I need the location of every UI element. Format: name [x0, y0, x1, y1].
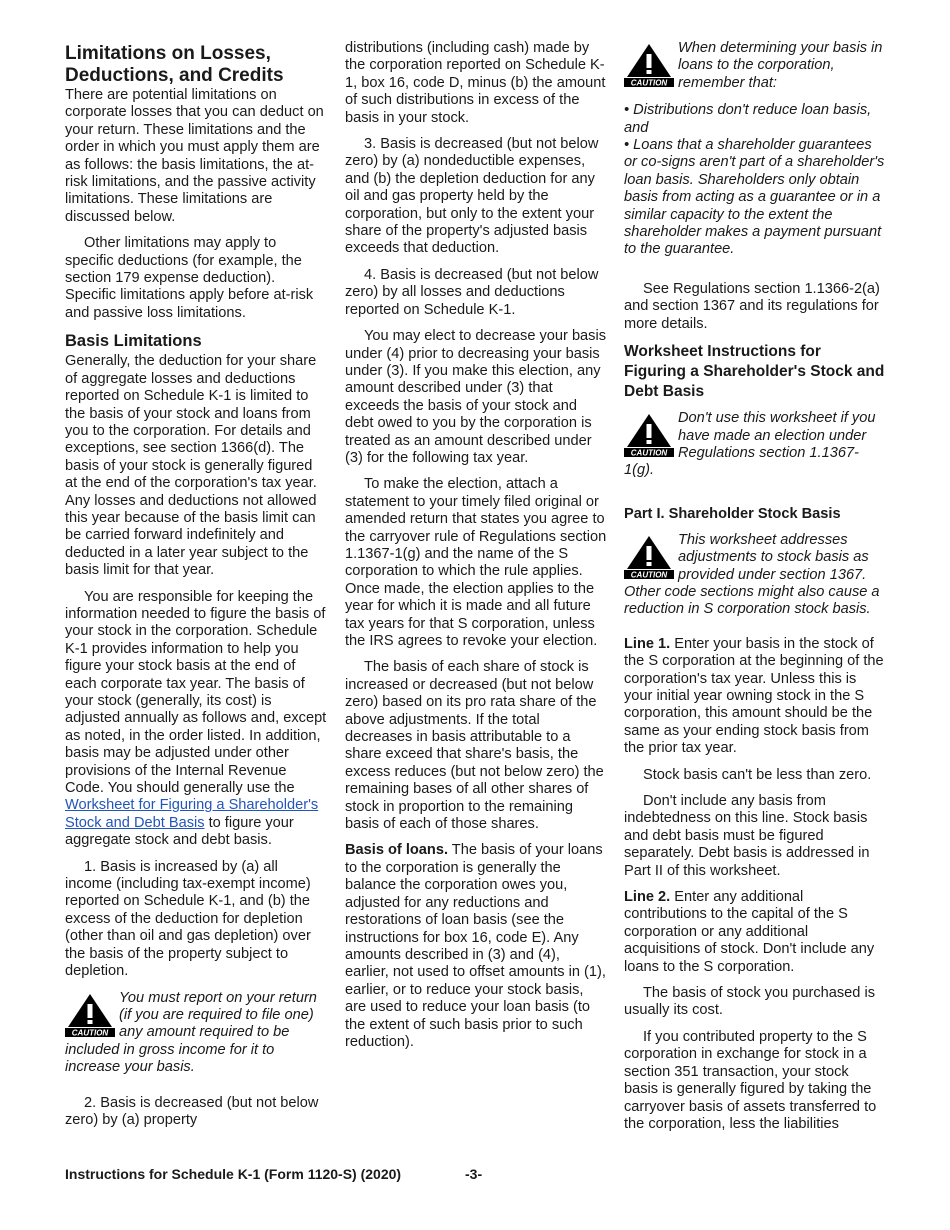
worksheet-link[interactable]: Worksheet for Figuring a Shareholder's Stock and Debt Basis	[65, 797, 319, 831]
paragraph-line-2	[624, 889, 886, 976]
caution-icon	[624, 413, 674, 457]
caution-note	[624, 410, 886, 480]
caution-text: When determining your basis in loans to the corporation, remember that:	[678, 40, 883, 91]
caution-note	[624, 40, 886, 92]
paragraph: The basis of each share of stock is increased or decreased (but not below zero) based on its pro rata share of the above adjustments. If the total decreases in basis attributable to a share exceed that share's basis, the excess reduces (but not below zero) the remaining bases of all other shares of stock in proportion to the remaining basis of each of those shares.	[345, 659, 604, 833]
text-run: Enter any additional contributions to the capital of the S corporation or any additional acquisitions of stock. Don't include any loans to the S corporation.	[624, 889, 875, 975]
paragraph: Other limitations may apply to specific deductions (for example, the section 179 expense deduction). Specific limitations apply before at-risk and passive loss limitations.	[65, 235, 314, 321]
paragraph: Generally, the deduction for your share of aggregate losses and deductions reported on Schedule K-1 is limited to the basis of your stock and loans from you to the corporation. For details and exceptions, see section 1366(d). The basis of your stock is generally figured at the end of the corporation's tax year. Any losses and deductions not allowed this year because of the basis limit can be carried forward indefinitely and deducted in a later year subject to the basis limit for that year.	[65, 353, 317, 579]
paragraph-basis-of-loans	[345, 842, 607, 1051]
caution-note	[65, 990, 327, 1077]
paragraph: The basis of stock you purchased is usually its cost.	[624, 985, 875, 1019]
column-3	[624, 40, 886, 1142]
caution-icon	[624, 535, 674, 579]
paragraph: distributions (including cash) made by the corporation reported on Schedule K-1, box 16, code D, minus (b) the amount of such distributions in excess of the basis in your stock.	[345, 40, 606, 126]
list-item: 2. Basis is decreased (but not below zero) by (a) property	[65, 1094, 319, 1128]
subheading-basis-limitations: Basis Limitations	[65, 332, 202, 351]
run-in-heading: Line 2.	[624, 889, 671, 906]
text-run: Enter your basis in the stock of the S corporation at the beginning of the corporation's tax year. Unless this is your initial year owning stock in the S corporation, this amount should be the same as your ending stock basis from the prior tax year.	[624, 635, 884, 757]
paragraph: If you contributed property to the S corporation in exchange for stock in a section 351 transaction, your stock basis is generally figured by taking the carryover basis of assets transferred to the corporation, less the liabilities	[624, 1028, 877, 1132]
caution-note	[624, 532, 886, 619]
list-item: 3. Basis is decreased (but not below zero) by (a) nondeductible expenses, and (b) the depletion deduction for any oil and gas property held by the corporation, but only to the extent your share of the property's adjusted basis exceeds that deduction.	[345, 136, 599, 257]
list-item: 4. Basis is decreased (but not below zero) by all losses and deductions reported on Schedule K-1.	[345, 266, 599, 318]
column-1	[65, 40, 327, 1138]
paragraph: There are potential limitations on corporate losses that you can deduct on your return. These limitations and the order in which you must apply them are as follows: the basis limitations, the at-risk limitations, and the passive activity limitations. These limitations are discussed below.	[65, 87, 324, 225]
paragraph-line-1	[624, 628, 886, 758]
caution-icon	[65, 993, 115, 1037]
bullet-item: • Distributions don't reduce loan basis, and	[624, 102, 872, 136]
run-in-heading: Line 1.	[624, 635, 671, 652]
text-run: You are responsible for keeping the information needed to figure the basis of your stock in the corporation. Schedule K-1 provides information to help you figure your stock basis at the end of each corporate tax year. The basis of your stock (generally, its cost) is adjusted annually as follows and, except as noted, in the order listed. In addition, basis may be adjusted under other provisions of the Internal Revenue Code. You should generally use the	[65, 588, 327, 797]
text-run: to figure your aggregate stock and debt basis.	[65, 814, 294, 849]
caution-text: This worksheet addresses adjustments to stock basis as provided under section 1367. Other code sections might also cause a reduction in S corporation stock basis.	[624, 531, 880, 618]
list-item: 1. Basis is increased by (a) all income (including tax-exempt income) reported on Schedule K-1, and (b) the excess of the deduction for depletion (other than oil and gas depletion) over the basis of the property subject to depletion.	[65, 858, 311, 980]
paragraph-with-link	[65, 589, 327, 850]
text-run: The basis of your loans to the corporation is generally the balance the corporation owes you, adjusted for any reductions and restorations of loan basis (see the instructions for box 16, code E). Any amounts described in (3) and (4), earlier, not used to offset amounts in (1), earlier, or to reduce your stock basis, are used to reduce your loan basis (to the extent of such basis prior to such reduction).	[345, 842, 606, 1050]
paragraph: Don't include any basis from indebtedness on this line. Stock basis and debt basis must be figured separately. Debt basis is addressed in Part II of this worksheet.	[624, 793, 870, 879]
column-2	[345, 40, 607, 1060]
run-in-heading: Basis of loans.	[345, 842, 448, 859]
paragraph: Stock basis can't be less than zero.	[643, 766, 872, 783]
paragraph: To make the election, attach a statement to your timely filed original or amended return that states you agree to the carryover rule of Regulations section 1.1367-1(g) and the name of the S corporation to which the rule applies. Once made, the election applies to the year for which it is made and all future tax years for that S corporation, unless the IRS agrees to revoke your election.	[345, 476, 607, 649]
footer-title: Instructions for Schedule K-1 (Form 1120-S) (2020)	[65, 1166, 402, 1182]
caution-icon-label: CAUTION	[630, 448, 668, 458]
caution-text: You must report on your return (if you are required to file one) any amount required to be included in gross income for it to increase your basis.	[65, 989, 317, 1076]
caution-icon-label: CAUTION	[630, 78, 668, 87]
page-number: -3-	[465, 1166, 483, 1182]
subheading-part-1: Part I. Shareholder Stock Basis	[624, 505, 841, 522]
paragraph: You may elect to decrease your basis under (4) prior to decreasing your basis under (3). If you make this election, any amount described under (3) that exceeds the basis of your stock and debt owed to you by the corporation is treated as an amount described under (3) for the following tax year.	[345, 328, 607, 466]
caution-icon	[624, 43, 674, 87]
caution-icon-label: CAUTION	[71, 1028, 109, 1037]
section-heading-limitations: Limitations on Losses, Deductions, and Credits	[65, 43, 284, 86]
paragraph: See Regulations section 1.1366-2(a) and section 1367 and its regulations for more details.	[624, 280, 880, 332]
bullet-item: • Loans that a shareholder guarantees or co-signs aren't part of a shareholder's loan basis. Shareholders only obtain basis from acting as a guarantee or in a similar capacity to the extent the shareholder makes a payment pursuant to the guarantee.	[624, 137, 885, 258]
caution-text: Don't use this worksheet if you have made an election under Regulations section 1.1367-1(g).	[624, 410, 876, 479]
page-footer	[65, 1166, 885, 1182]
section-heading-worksheet: Worksheet Instructions for Figuring a Shareholder's Stock and Debt Basis	[624, 343, 885, 401]
caution-icon-label: CAUTION	[630, 570, 668, 579]
